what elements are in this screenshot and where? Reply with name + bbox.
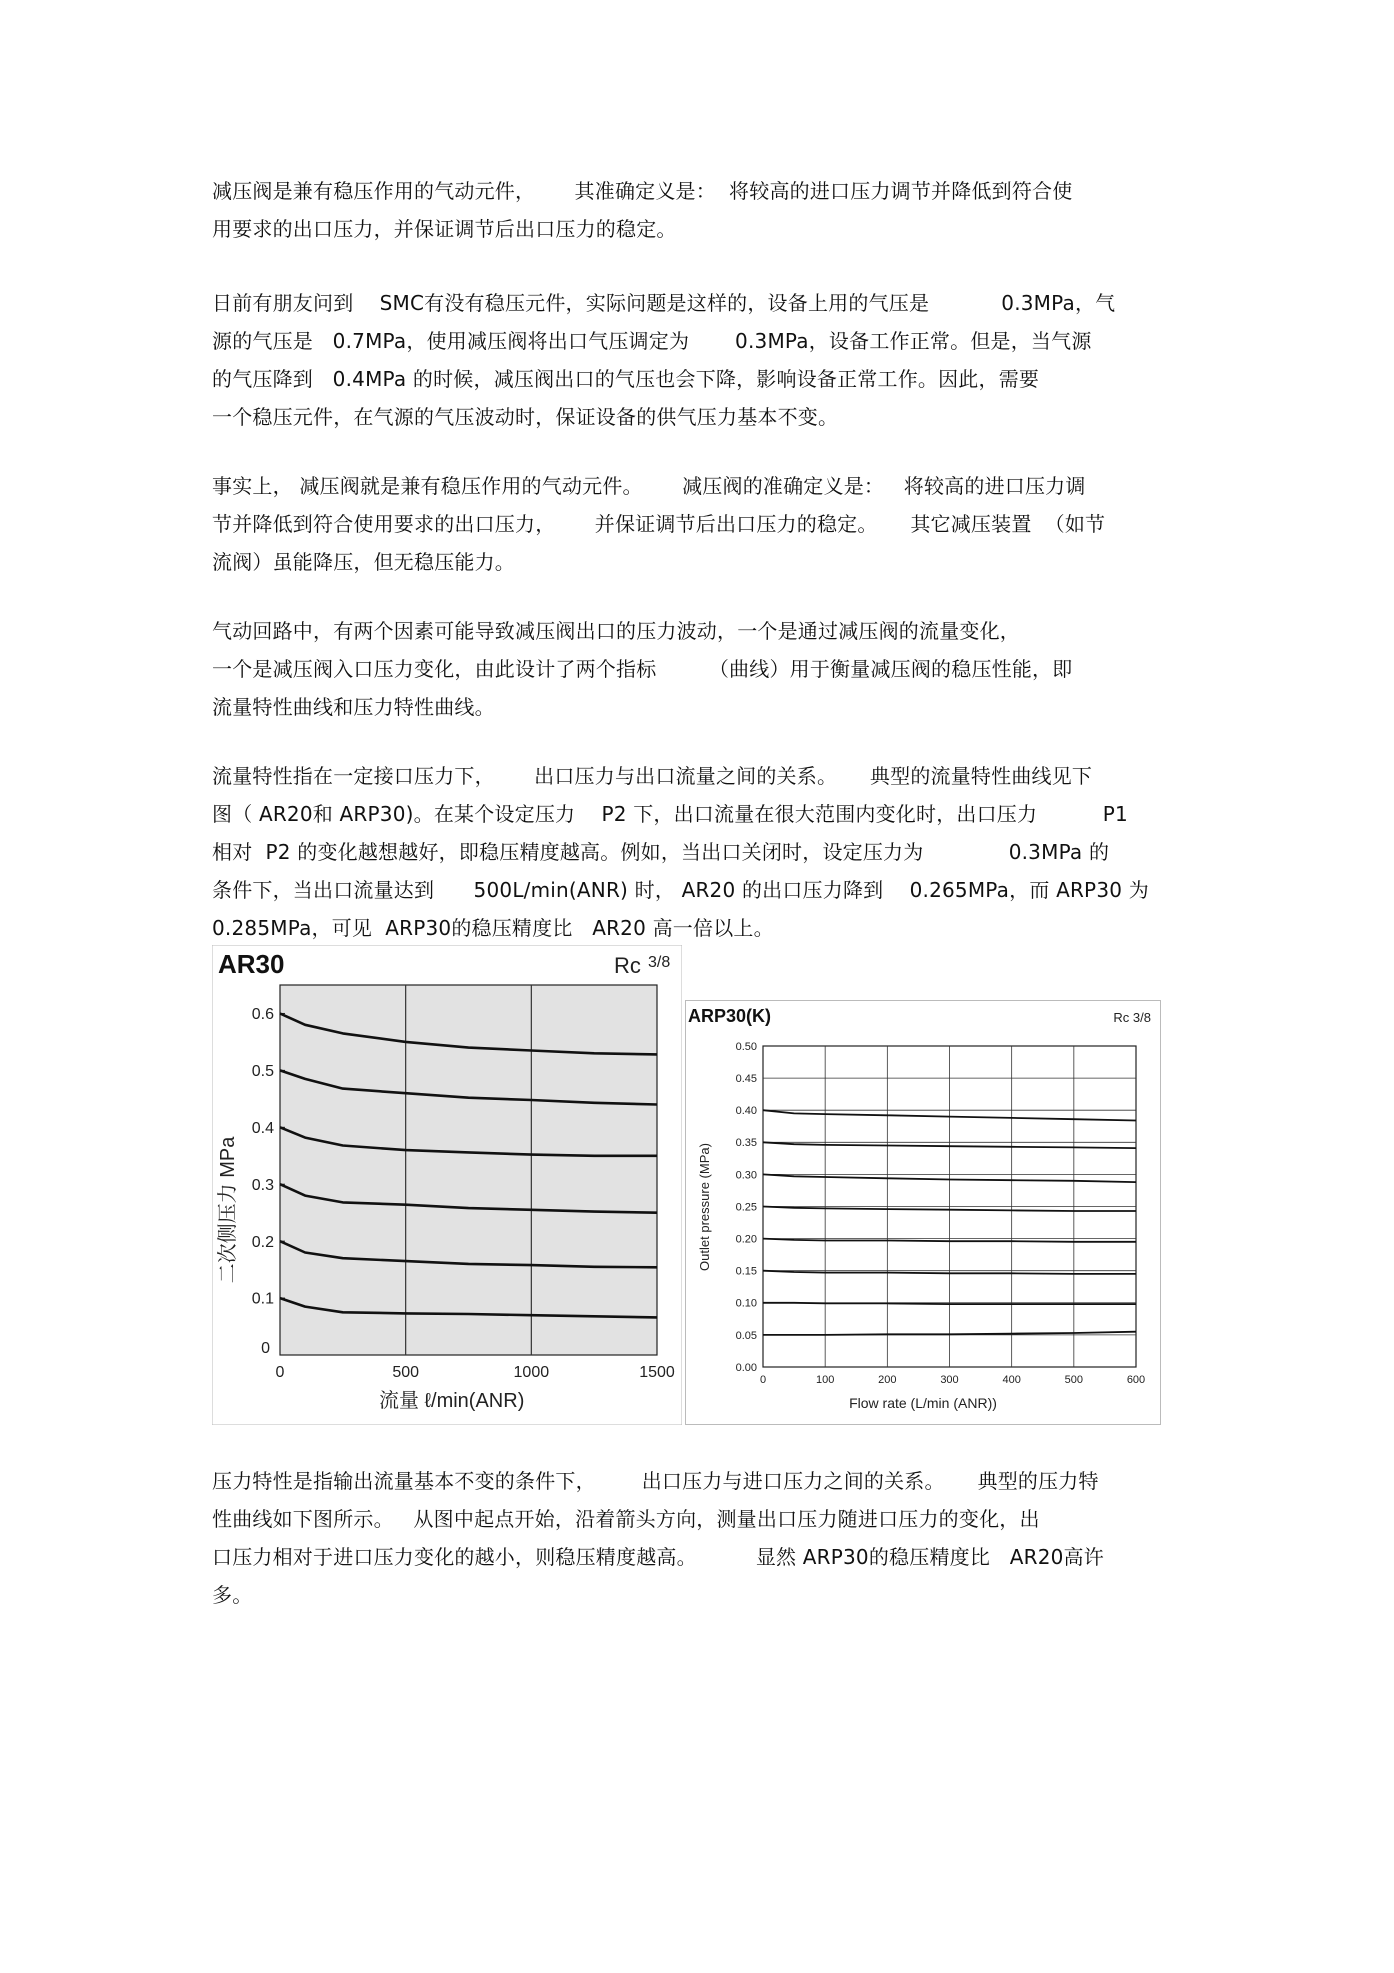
text-line: 相对 P2 的变化越想越好，即稳压精度越高。例如，当出口关闭时，设定压力为 0.3MPa 的 <box>212 840 1110 864</box>
y-tick-label: 0.20 <box>735 1233 757 1246</box>
x-tick-label: 500 <box>392 1364 420 1381</box>
text-line: 一个是减压阀入口压力变化，由此设计了两个指标 （曲线）用于衡量减压阀的稳压性能，即 <box>212 657 1073 681</box>
paragraph-4 <box>212 612 1192 726</box>
paragraph-6 <box>212 1462 1192 1614</box>
paragraph-5 <box>212 757 1192 947</box>
text-line: 流量特性曲线和压力特性曲线。 <box>212 695 495 719</box>
text-line: 性曲线如下图所示。 从图中起点开始，沿着箭头方向，测量出口压力随进口压力的变化，出 <box>212 1507 1040 1531</box>
port-label: Rc 3/8 <box>1113 1010 1151 1025</box>
text-line: 的气压降到 0.4MPa 的时候，减压阀出口的气压也会下降，影响设备正常工作。因此，需要 <box>212 367 1040 391</box>
y-tick-label: 0.40 <box>735 1105 757 1118</box>
text-line: 一个稳压元件，在气源的气压波动时，保证设备的供气压力基本不变。 <box>212 405 839 429</box>
text-line: 条件下，当出口流量达到 500L/min(ANR) 时， AR20 的出口压力降到 0.265MPa，而 ARP30 为 <box>212 878 1149 902</box>
text-line: 事实上， 减压阀就是兼有稳压作用的气动元件。 减压阀的准确定义是： 将较高的进口压力调 <box>212 474 1086 498</box>
text-line: 日前有朋友问到 SMC有没有稳压元件，实际问题是这样的，设备上用的气压是 0.3MPa，气 <box>212 291 1116 315</box>
y-tick-label: 0.25 <box>735 1201 757 1214</box>
port-label-text: Rc <box>614 953 641 978</box>
text-line: 气动回路中，有两个因素可能导致减压阀出口的压力波动，一个是通过减压阀的流量变化， <box>212 619 1020 643</box>
x-tick-label: 600 <box>1126 1374 1146 1386</box>
chart-arp30k-svg <box>685 1000 1161 1425</box>
y-tick-label: 0.15 <box>735 1265 757 1278</box>
y-tick-label: 0.5 <box>251 1062 274 1080</box>
text-line: 流量特性指在一定接口压力下， 出口压力与出口流量之间的关系。 典型的流量特性曲线见下 <box>212 764 1093 788</box>
x-axis-label: 流量 ℓ/min(ANR) <box>379 1390 525 1412</box>
y-tick-label: 0.10 <box>735 1297 757 1310</box>
x-tick-label: 300 <box>940 1374 959 1386</box>
y-tick-label: 0 <box>261 1340 270 1357</box>
y-tick-label: 0.2 <box>251 1233 274 1251</box>
text-line: 减压阀是兼有稳压作用的气动元件， 其准确定义是： 将较高的进口压力调节并降低到符合使 <box>212 179 1073 203</box>
x-tick-label: 1500 <box>639 1364 675 1381</box>
text-line: 流阀）虽能降压，但无稳压能力。 <box>212 550 515 574</box>
text-line: 图（ AR20和 ARP30)。在某个设定压力 P2 下，出口流量在很大范围内变化时，出口压力 P1 <box>212 802 1128 826</box>
chart-title: AR30 <box>218 949 285 979</box>
y-axis-label: Outlet pressure (MPa) <box>697 1143 712 1271</box>
port-size-text: 3/8 <box>648 954 671 971</box>
x-tick-label: 1000 <box>513 1364 550 1381</box>
text-line: 多。 <box>212 1583 253 1607</box>
x-tick-label: 400 <box>1002 1374 1021 1386</box>
text-line: 口压力相对于进口压力变化的越小，则稳压精度越高。 显然 ARP30的稳压精度比 AR20高许 <box>212 1545 1104 1569</box>
y-tick-label: 0.6 <box>251 1006 274 1024</box>
text-line: 0.285MPa，可见 ARP30的稳压精度比 AR20 高一倍以上。 <box>212 916 774 940</box>
y-tick-label: 0.3 <box>251 1176 274 1194</box>
text-line: 节并降低到符合使用要求的出口压力， 并保证调节后出口压力的稳定。 其它减压装置 （如节 <box>212 512 1106 536</box>
x-tick-label: 200 <box>878 1374 897 1386</box>
paragraph-2 <box>212 284 1192 436</box>
plot-area <box>280 985 657 1355</box>
y-tick-label: 0.50 <box>735 1040 757 1053</box>
y-tick-label: 0.1 <box>251 1290 274 1308</box>
y-axis-label: 二次侧压力 MPa <box>217 1136 239 1284</box>
chart-title: ARP30(K) <box>688 1006 772 1026</box>
y-tick-label: 0.05 <box>735 1329 757 1342</box>
text-line: 用要求的出口压力，并保证调节后出口压力的稳定。 <box>212 217 677 241</box>
y-tick-label: 0.00 <box>735 1361 757 1374</box>
y-tick-label: 0.4 <box>251 1119 274 1137</box>
x-tick-label: 0 <box>275 1364 285 1381</box>
paragraph-3 <box>212 467 1192 581</box>
chart-ar30 <box>212 945 682 1429</box>
x-tick-label: 100 <box>815 1374 835 1386</box>
y-tick-label: 0.45 <box>735 1072 757 1085</box>
x-axis-label: Flow rate (L/min (ANR)) <box>849 1395 997 1411</box>
x-tick-label: 0 <box>759 1374 767 1386</box>
chart-ar30-svg <box>212 945 682 1425</box>
x-tick-label: 500 <box>1064 1374 1084 1386</box>
y-tick-label: 0.30 <box>735 1169 757 1182</box>
text-line: 源的气压是 0.7MPa，使用减压阀将出口气压调定为 0.3MPa，设备工作正常。但是，当气源 <box>212 329 1092 353</box>
text-line: 压力特性是指输出流量基本不变的条件下， 出口压力与进口压力之间的关系。 典型的压力特 <box>212 1469 1099 1493</box>
y-tick-label: 0.35 <box>735 1137 757 1150</box>
chart-arp30k <box>685 1000 1161 1429</box>
paragraph-1 <box>212 172 1192 248</box>
